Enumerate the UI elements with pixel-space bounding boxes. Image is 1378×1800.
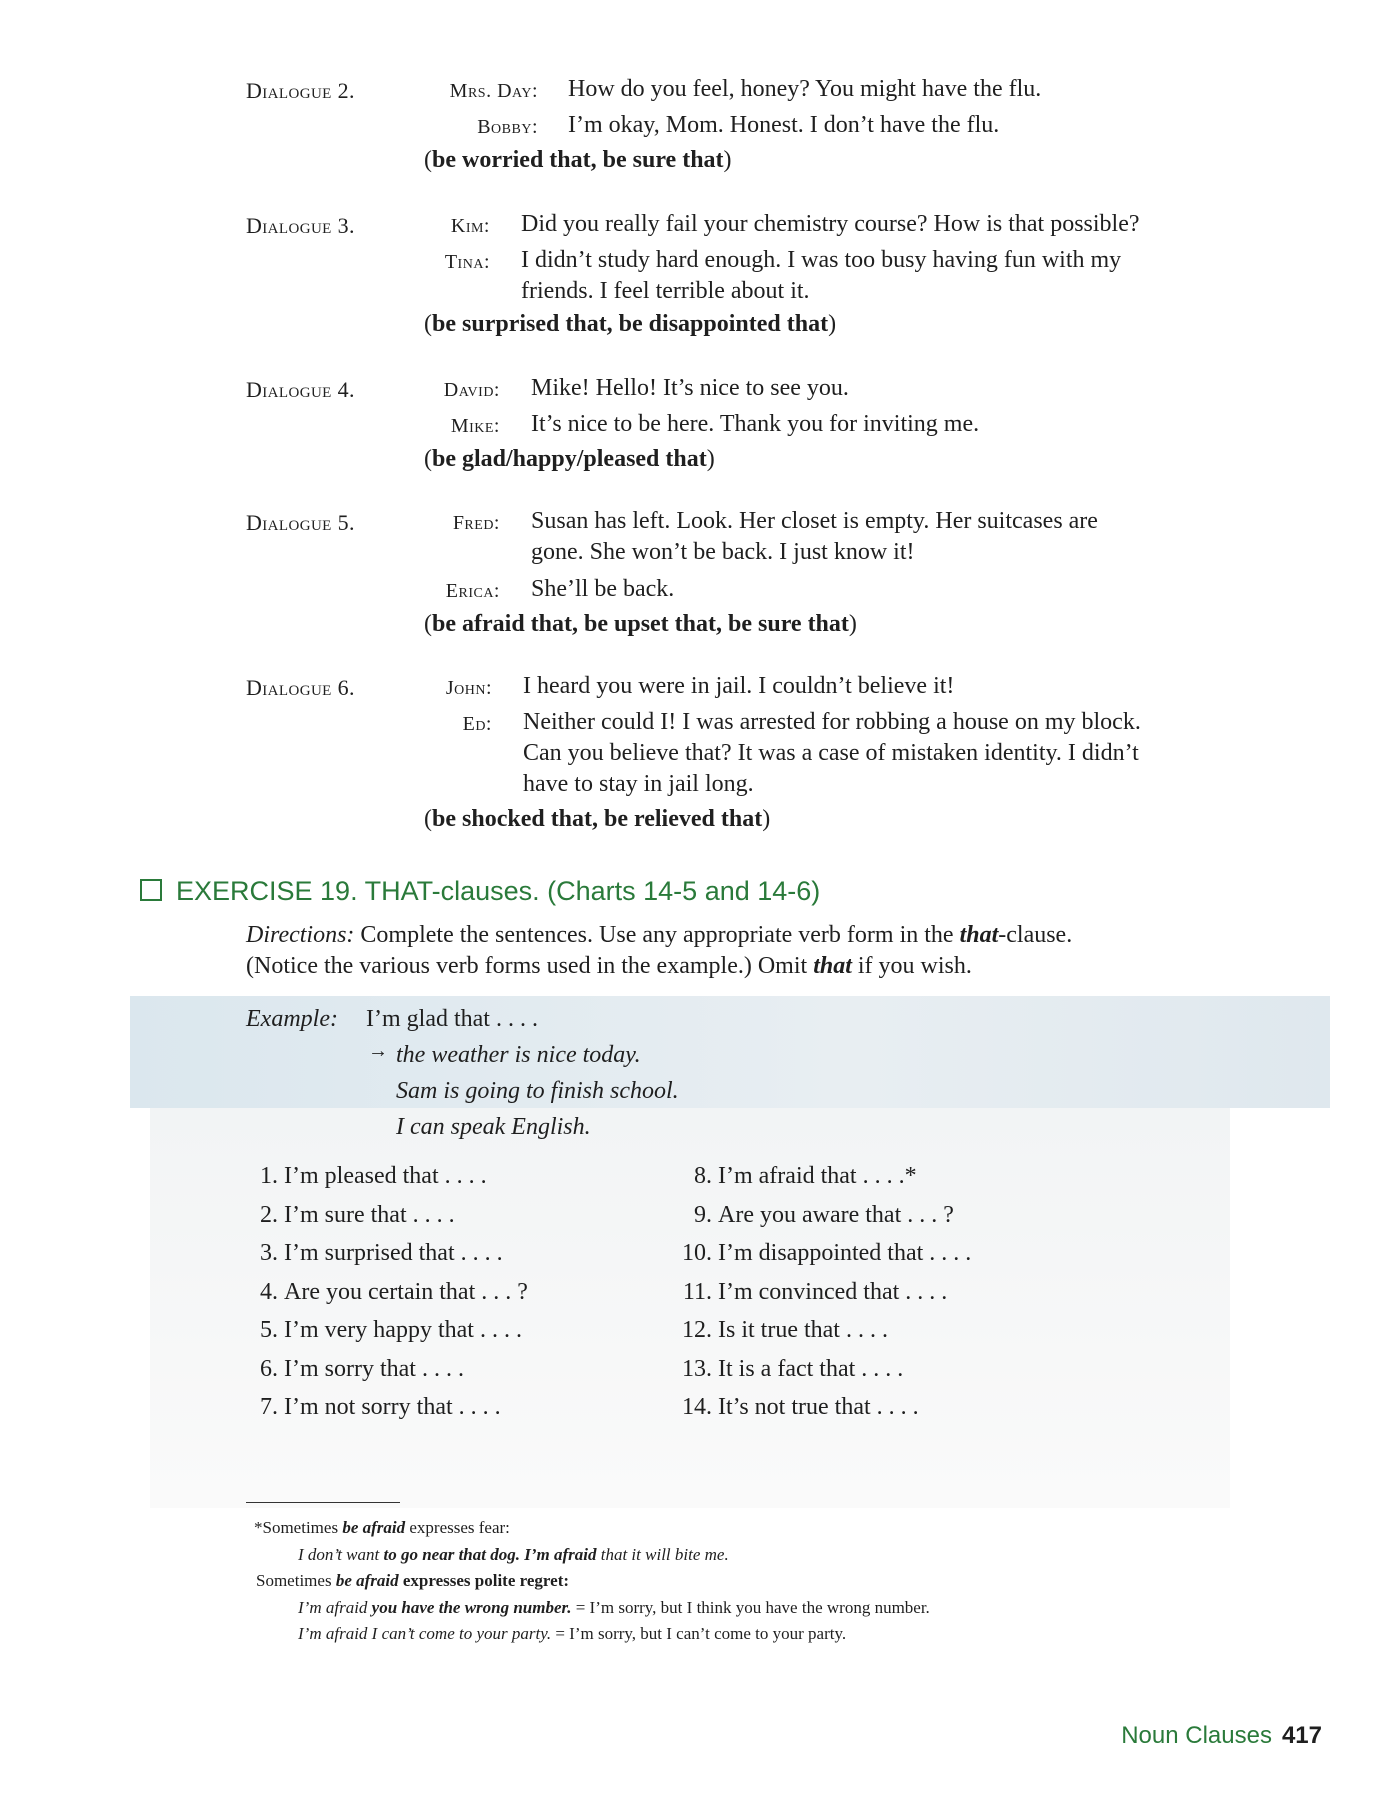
exercise-item: 3. I’m surprised that . . . . (260, 1240, 503, 1266)
speaker-john: John: (445, 677, 492, 699)
dialogue-6-label: Dialogue 6. (246, 675, 355, 700)
dialogue-line: I didn’t study hard enough. I was too busy having fun with my (521, 247, 1122, 273)
example-answer: the weather is nice today. (396, 1042, 641, 1068)
dialogue-line: Susan has left. Look. Her closet is empty. Her suitcases are (531, 508, 1098, 534)
dialogue-line: Neither could I! I was arrested for robbing a house on my block. (523, 709, 1141, 735)
dialogue-line: Can you believe that? It was a case of mistaken identity. I didn’t (523, 740, 1139, 766)
example-answer: Sam is going to finish school. (396, 1078, 679, 1104)
dialogue-5-prompt: (be afraid that, be upset that, be sure that) (424, 611, 857, 637)
exercise-item: 2. I’m sure that . . . . (260, 1202, 455, 1228)
dialogue-line: How do you feel, honey? You might have the flu. (568, 76, 1042, 102)
speaker-erica: Erica: (445, 580, 500, 602)
exercise-heading: EXERCISE 19. THAT-clauses. (Charts 14-5 and 14-6) (140, 876, 820, 907)
dialogue-4-label: Dialogue 4. (246, 377, 355, 402)
dialogue-line: She’ll be back. (531, 576, 675, 602)
exercise-item: 7. I’m not sorry that . . . . (260, 1394, 501, 1420)
dialogue-2-prompt: (be worried that, be sure that) (424, 147, 732, 173)
speaker-mrs-day: Mrs. Day: (449, 80, 538, 102)
example-answer: I can speak English. (396, 1114, 591, 1140)
dialogue-5-label: Dialogue 5. (246, 510, 355, 535)
dialogue-line: have to stay in jail long. (523, 771, 754, 797)
exercise-item: 4. Are you certain that . . . ? (260, 1279, 528, 1305)
dialogue-line: I heard you were in jail. I couldn’t believe it! (523, 673, 955, 699)
example-label: Example: (246, 1006, 338, 1032)
dialogue-3-label: Dialogue 3. (246, 213, 355, 238)
example-stem: I’m glad that . . . . (366, 1006, 538, 1032)
arrow-icon: → (368, 1040, 388, 1062)
exercise-item: 11. I’m convinced that . . . . (682, 1279, 948, 1305)
dialogue-line: It’s nice to be here. Thank you for inviting me. (531, 411, 980, 437)
exercise-item: 13. It is a fact that . . . . (682, 1356, 904, 1382)
dialogue-line: Did you really fail your chemistry course? How is that possible? (521, 211, 1140, 237)
footnote-line: I’m afraid you have the wrong number. = I’m sorry, but I think you have the wrong number. (298, 1598, 930, 1617)
dialogue-line: gone. She won’t be back. I just know it! (531, 539, 915, 565)
speaker-tina: Tina: (444, 251, 490, 273)
speaker-mike: Mike: (450, 415, 500, 437)
exercise-item: 6. I’m sorry that . . . . (260, 1356, 464, 1382)
page-footer (1121, 1722, 1322, 1750)
footnote-rule (246, 1502, 400, 1503)
footnote-line: Sometimes be afraid expresses polite regret: (256, 1571, 570, 1590)
dialogue-4-prompt: (be glad/happy/pleased that) (424, 446, 715, 472)
footnote-line: I don’t want to go near that dog. I’m afraid that it will bite me. (298, 1545, 729, 1564)
checkbox-icon (140, 879, 162, 901)
page-number: 417 (1281, 1722, 1322, 1749)
exercise-item: 8. I’m afraid that . . . .* (694, 1163, 917, 1189)
footnote-line: I’m afraid I can’t come to your party. = I’m sorry, but I can’t come to your party. (298, 1624, 847, 1643)
footnote-line: *Sometimes be afraid expresses fear: (254, 1518, 510, 1537)
speaker-ed: Ed: (462, 713, 492, 735)
exercise-item: 5. I’m very happy that . . . . (260, 1317, 522, 1343)
exercise-item: 10. I’m disappointed that . . . . (682, 1240, 972, 1266)
dialogue-line: friends. I feel terrible about it. (521, 278, 810, 304)
dialogue-3-prompt: (be surprised that, be disappointed that) (424, 311, 837, 337)
exercise-item: 9. Are you aware that . . . ? (694, 1202, 954, 1228)
dialogue-line: I’m okay, Mom. Honest. I don’t have the flu. (568, 112, 1000, 138)
speaker-fred: Fred: (452, 512, 500, 534)
speaker-bobby: Bobby: (477, 116, 538, 138)
exercise-item: 1. I’m pleased that . . . . (260, 1163, 487, 1189)
dialogue-6-prompt: (be shocked that, be relieved that) (424, 806, 771, 832)
section-title: Noun Clauses (1121, 1722, 1272, 1749)
speaker-kim: Kim: (450, 215, 490, 237)
exercise-item: 14. It’s not true that . . . . (682, 1394, 919, 1420)
exercise-item: 12. Is it true that . . . . (682, 1317, 888, 1343)
speaker-david: David: (443, 379, 500, 401)
dialogue-2-label: Dialogue 2. (246, 78, 355, 103)
exercise-directions: Directions: Complete the sentences. Use any appropriate verb form in the that-clause. (Notice the various verb forms used in the example.) Omit that if you wish. (246, 922, 1073, 979)
dialogue-line: Mike! Hello! It’s nice to see you. (531, 375, 849, 401)
